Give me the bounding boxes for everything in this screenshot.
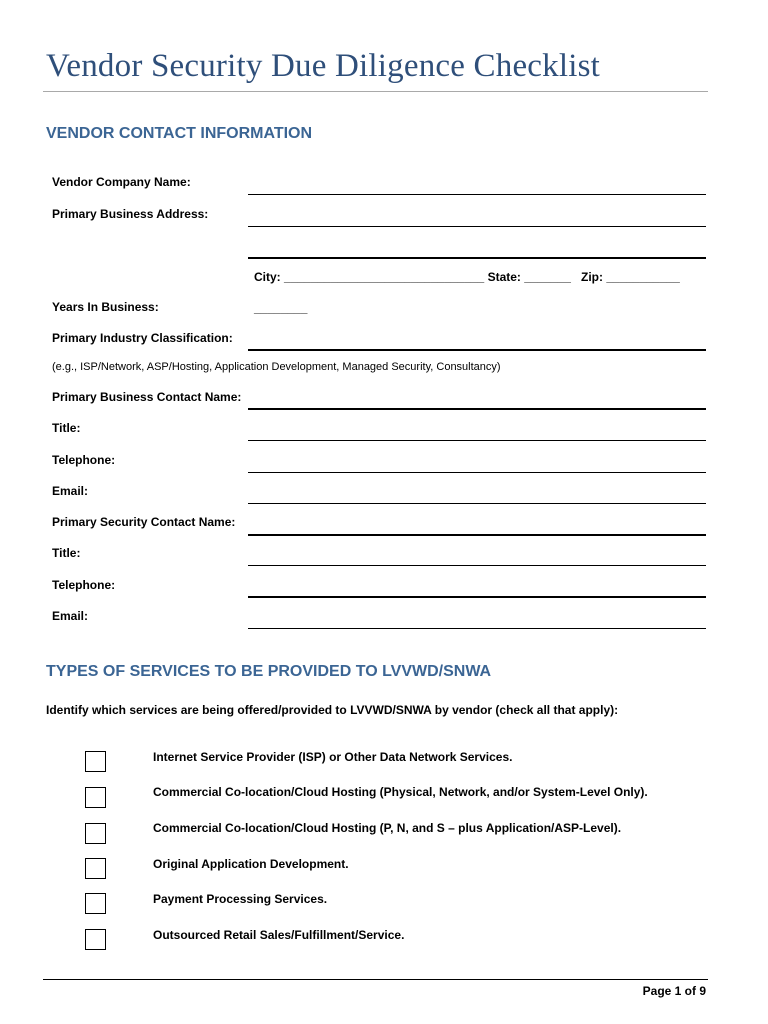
checkbox-outsourced-retail[interactable] [85, 929, 106, 950]
label-business-contact-telephone: Telephone: [52, 453, 116, 467]
label-business-contact-title: Title: [52, 421, 81, 435]
field-security-contact-email[interactable] [248, 628, 706, 629]
section-heading-vendor-contact: VENDOR CONTACT INFORMATION [46, 125, 313, 142]
label-industry-classification: Primary Industry Classification: [52, 331, 233, 345]
label-business-contact-name: Primary Business Contact Name: [52, 390, 242, 404]
checkbox-colocation-system-level[interactable] [85, 787, 106, 808]
field-security-contact-title[interactable] [248, 565, 706, 566]
document-title: Vendor Security Due Diligence Checklist [46, 48, 600, 84]
industry-examples-note: (e.g., ISP/Network, ASP/Hosting, Application Development, Managed Security, Consultancy) [52, 361, 501, 373]
label-security-contact-telephone: Telephone: [52, 578, 116, 592]
label-business-contact-email: Email: [52, 484, 89, 498]
field-company-name[interactable] [248, 194, 706, 195]
field-business-contact-telephone[interactable] [248, 472, 706, 473]
label-security-contact-name: Primary Security Contact Name: [52, 515, 236, 529]
field-business-contact-name[interactable] [248, 408, 706, 410]
zip-label: Zip: [581, 270, 603, 284]
option-outsourced-retail: Outsourced Retail Sales/Fulfillment/Service. [153, 928, 405, 942]
field-business-contact-title[interactable] [248, 440, 706, 441]
section-heading-services: TYPES OF SERVICES TO BE PROVIDED TO LVVWD/SNWA [46, 663, 492, 680]
page-number: Page 1 of 9 [642, 984, 706, 998]
state-label: State: [487, 270, 521, 284]
label-security-contact-email: Email: [52, 609, 89, 623]
field-industry-classification[interactable] [248, 349, 706, 351]
field-business-address-2[interactable] [248, 257, 706, 259]
field-zip[interactable]: ___________ [606, 270, 680, 284]
option-colocation-system-level: Commercial Co-location/Cloud Hosting (Physical, Network, and/or System-Level Only). [153, 785, 648, 799]
label-years-in-business: Years In Business: [52, 300, 159, 314]
field-security-contact-name[interactable] [248, 534, 706, 536]
option-colocation-application-level: Commercial Co-location/Cloud Hosting (P, N, and S – plus Application/ASP-Level). [153, 821, 622, 835]
field-city[interactable]: ______________________________ [284, 270, 485, 284]
option-payment-processing: Payment Processing Services. [153, 892, 328, 906]
label-security-contact-title: Title: [52, 546, 81, 560]
option-isp-services: Internet Service Provider (ISP) or Other Data Network Services. [153, 750, 513, 764]
field-security-contact-telephone[interactable] [248, 596, 706, 598]
title-divider [43, 91, 708, 92]
label-company-name: Vendor Company Name: [52, 175, 191, 189]
city-label: City: [254, 270, 281, 284]
services-instructions: Identify which services are being offered/provided to LVVWD/SNWA by vendor (check all that apply): [46, 703, 619, 717]
field-business-contact-email[interactable] [248, 503, 706, 504]
checkbox-payment-processing[interactable] [85, 893, 106, 914]
checkbox-isp-services[interactable] [85, 751, 106, 772]
field-state[interactable]: _______ [524, 270, 571, 284]
field-years-in-business[interactable]: ________ [254, 301, 308, 315]
city-state-zip-line [254, 270, 680, 284]
field-business-address-1[interactable] [248, 226, 706, 227]
checkbox-colocation-application-level[interactable] [85, 823, 106, 844]
footer-divider [43, 979, 708, 980]
checkbox-application-development[interactable] [85, 858, 106, 879]
option-application-development: Original Application Development. [153, 857, 349, 871]
label-business-address: Primary Business Address: [52, 207, 209, 221]
